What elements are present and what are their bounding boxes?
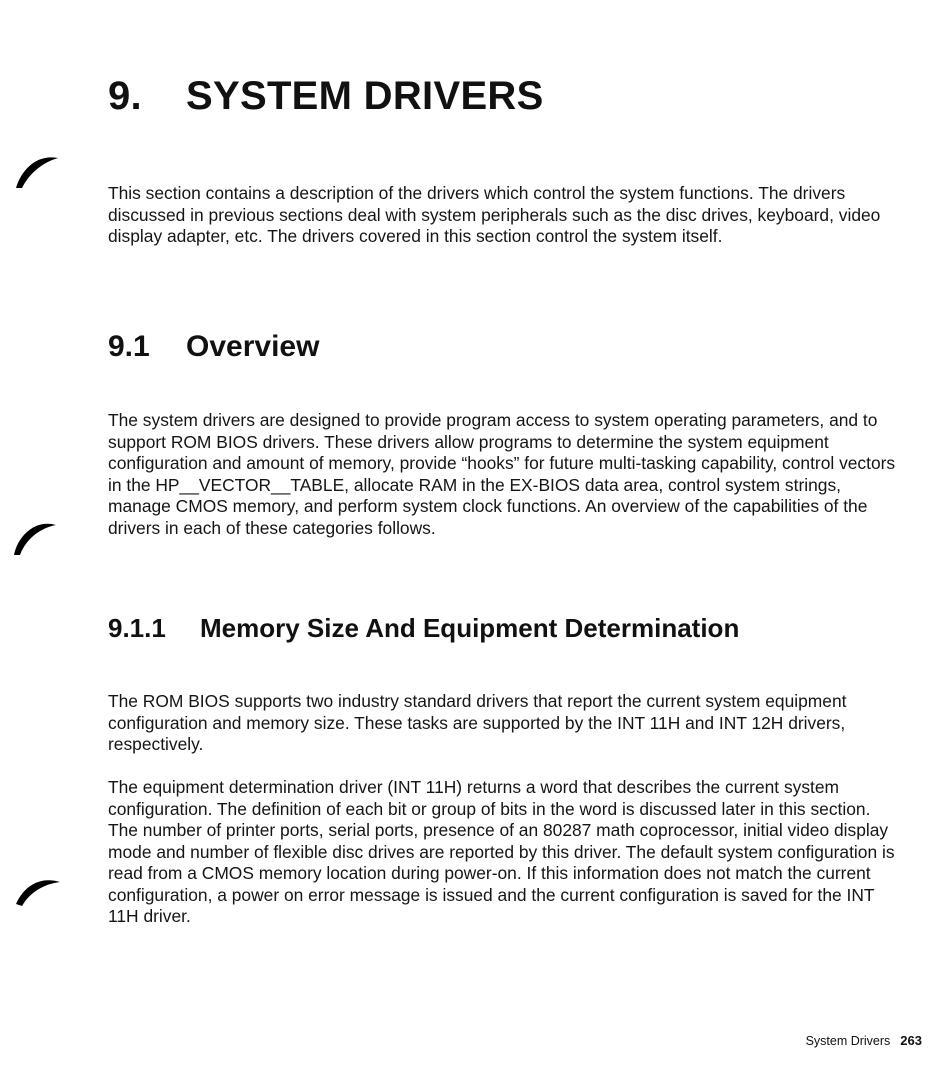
- chapter-heading: [108, 74, 544, 119]
- subsection-number: 9.1.1: [108, 613, 166, 643]
- chapter-number: 9.: [108, 74, 142, 118]
- binder-hole-mark-icon: [10, 515, 58, 555]
- section-number: 9.1: [108, 330, 150, 363]
- memory-paragraph-2: The equipment determination driver (INT 11H) returns a word that describes the current system configuration. The definition of each bit or group of bits in the word is discussed later in this section. The number of printer ports, serial ports, presence of an 80287 math coprocessor, initial video display mode and number of flexible disc drives are reported by this driver. The default system configuration is read from a CMOS memory location during power-on. If this information does not match the current configuration, a power on error message is issued and the current configuration is saved for the INT 11H driver.: [108, 777, 895, 926]
- footer-page-number: 263: [900, 1033, 922, 1048]
- chapter-title: SYSTEM DRIVERS: [186, 74, 544, 118]
- chapter-intro-paragraph: This section contains a description of the drivers which control the system functions. The drivers discussed in previous sections deal with system peripherals such as the disc drives, keyboard, video display adapter, etc. The drivers covered in this section control the system itself.: [108, 183, 881, 246]
- overview-paragraph: The system drivers are designed to provide program access to system operating parameters, and to support ROM BIOS drivers. These drivers allow programs to determine the system equipment configuration and amount of memory, provide “hooks” for future multi-tasking capability, control vectors in the HP__VECTOR__TABLE, allocate RAM in the EX-BIOS data area, control system strings, manage CMOS memory, and perform system clock functions. An overview of the capabilities of the drivers in each of these categories follows.: [108, 410, 896, 538]
- binder-hole-mark-icon: [14, 870, 62, 910]
- subsection-title: Memory Size And Equipment Determination: [200, 613, 740, 643]
- memory-paragraph-1: The ROM BIOS supports two industry standard drivers that report the current system equipment configuration and memory size. These tasks are supported by the INT 11H and INT 12H drivers, respectively.: [108, 691, 847, 754]
- footer-section-name: System Drivers: [805, 1034, 891, 1048]
- binder-hole-mark-icon: [14, 150, 62, 190]
- subsection-heading: [108, 613, 739, 644]
- page-footer: [806, 1033, 922, 1048]
- section-title: Overview: [186, 330, 320, 363]
- section-heading: [108, 330, 319, 364]
